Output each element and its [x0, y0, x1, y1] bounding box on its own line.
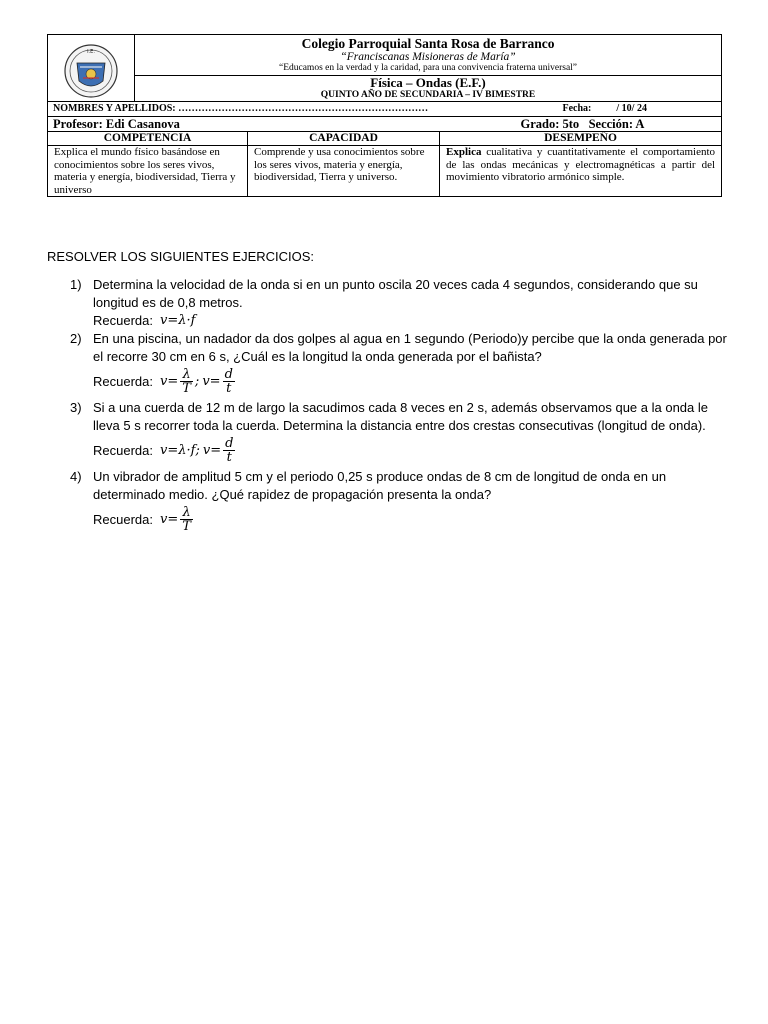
hint-label: Recuerda:	[93, 442, 153, 458]
formula-symbol: =	[210, 442, 222, 458]
instructions: RESOLVER LOS SIGUIENTES EJERCICIOS:	[47, 249, 315, 264]
formula	[160, 368, 237, 395]
formula	[160, 312, 195, 330]
numerator: λ	[182, 505, 191, 520]
student-name-row	[48, 102, 722, 117]
hint	[93, 368, 737, 395]
hint	[93, 437, 737, 464]
denominator: T	[182, 519, 191, 534]
date-value: / 10/ 24	[616, 103, 647, 114]
exercise-1	[47, 276, 737, 330]
formula-symbol: =	[167, 313, 179, 328]
congregation: “Franciscanas Misioneras de María”	[340, 51, 516, 64]
competencia-cell: Explica el mundo físico basándose en conocimientos sobre los seres vivos, materia y energía, biodiversidad, Tierra y universo	[48, 146, 248, 197]
formula-symbol: f	[190, 442, 196, 458]
subject-title: Física – Ondas (E.F.)	[370, 74, 486, 90]
school-name: Colegio Parroquial Santa Rosa de Barranco	[301, 36, 555, 51]
fraction	[223, 368, 235, 395]
school-info	[135, 35, 722, 76]
grade-level: QUINTO AÑO DE SECUNDARIA – IV BIMESTRE	[320, 90, 536, 101]
hint-label: Recuerda:	[93, 511, 153, 527]
exercise-2	[47, 330, 737, 395]
hint-label: Recuerda:	[93, 313, 153, 328]
exercise-text: Si a una cuerda de 12 m de largo la sacudimos cada 8 veces en 2 s, además observamos que a la onda le lleva 5 s recorrer toda la cuerda. Determina la distancia entre dos crestas consecutivas (longitud de onda).	[93, 400, 708, 433]
school-motto: “Educamos en la verdad y la caridad, para una convivencia fraterna universal”	[278, 63, 578, 74]
date-label: Fecha:	[562, 103, 592, 114]
names-label: NOMBRES Y APELLIDOS: …………………………………………………………………	[53, 103, 429, 114]
exercises-section	[47, 248, 737, 533]
formula-symbol: =	[167, 511, 179, 527]
desempeno-text: cualitativa y cuantitativamente el comportamiento de las ondas mecánicas y electromagnéticas a partir del movimiento vibratorio armónico simple.	[446, 146, 716, 184]
formula-symbol: ·	[186, 442, 191, 458]
desempeno-header: DESEMPEÑO	[440, 132, 722, 146]
denominator: T	[182, 381, 191, 396]
formula	[160, 506, 195, 533]
formula-symbol: v	[159, 313, 168, 328]
exercise-number: 1)	[70, 277, 82, 292]
denominator: t	[226, 450, 232, 465]
grade: Grado: 5to	[520, 117, 580, 131]
hint	[93, 506, 737, 533]
formula-symbol: v	[202, 373, 210, 389]
exercise-text: En una piscina, un nadador da dos golpes al agua en 1 segundo (Periodo)y percibe que la onda generada por el recorre 30 cm en 6 s, ¿Cuál es la longitud la onda generada por el bañista?	[93, 331, 727, 364]
denominator: t	[226, 381, 232, 396]
exercise-text: Un vibrador de amplitud 5 cm y el periodo 0,25 s produce ondas de 8 cm de longitud de onda en un determinado medio. ¿Qué rapidez de propagación presenta la onda?	[93, 469, 667, 502]
formula-symbol: v	[202, 442, 211, 458]
logo-cell	[48, 35, 135, 102]
numerator: d	[225, 436, 234, 451]
formula-symbol: λ	[178, 442, 187, 458]
section: Sección: A	[588, 117, 645, 131]
desempeno-cell	[440, 146, 722, 197]
school-crest-icon	[63, 43, 119, 99]
formula-symbol: =	[209, 373, 221, 389]
course-info	[135, 75, 722, 101]
numerator: d	[224, 367, 233, 382]
capacidad-header: CAPACIDAD	[248, 132, 440, 146]
teacher-name: Profesor: Edi Casanova	[53, 117, 180, 131]
exercise-3	[47, 399, 737, 464]
formula	[160, 437, 237, 464]
formula-symbol: v	[159, 373, 168, 389]
exercise-number: 4)	[70, 469, 82, 484]
exercise-number: 3)	[70, 400, 82, 415]
date-field	[563, 102, 647, 116]
numerator: λ	[182, 367, 191, 382]
hint-label: Recuerda:	[93, 373, 153, 389]
formula-symbol: =	[167, 373, 179, 389]
formula-symbol: v	[159, 442, 168, 458]
formula-symbol: v	[159, 511, 168, 527]
exercise-text: Determina la velocidad de la onda si en un punto oscila 20 veces cada 4 segundos, considerando que su longitud es de 0,8 metros.	[93, 277, 698, 310]
formula-symbol: ;	[195, 442, 200, 458]
formula-symbol: ;	[194, 373, 200, 389]
formula-symbol: ·	[186, 313, 191, 328]
exercise-number: 2)	[70, 331, 82, 346]
logo-top-text: I.E.	[87, 48, 95, 55]
fraction	[223, 437, 235, 464]
formula-symbol: λ	[178, 313, 187, 328]
desempeno-bold: Explica	[446, 146, 482, 158]
competencia-header: COMPETENCIA	[48, 132, 248, 146]
formula-symbol: f	[190, 313, 196, 328]
capacidad-cell: Comprende y usa conocimientos sobre los seres vivos, materia y energía, biodiversidad, Tierra y universo.	[248, 146, 440, 197]
exercise-4	[47, 468, 737, 533]
grade-section	[521, 117, 645, 131]
fraction	[180, 368, 193, 395]
formula-symbol: =	[167, 442, 179, 458]
teacher-row	[48, 117, 722, 132]
header-table	[47, 34, 722, 197]
fraction	[180, 506, 193, 533]
hint	[93, 312, 737, 330]
